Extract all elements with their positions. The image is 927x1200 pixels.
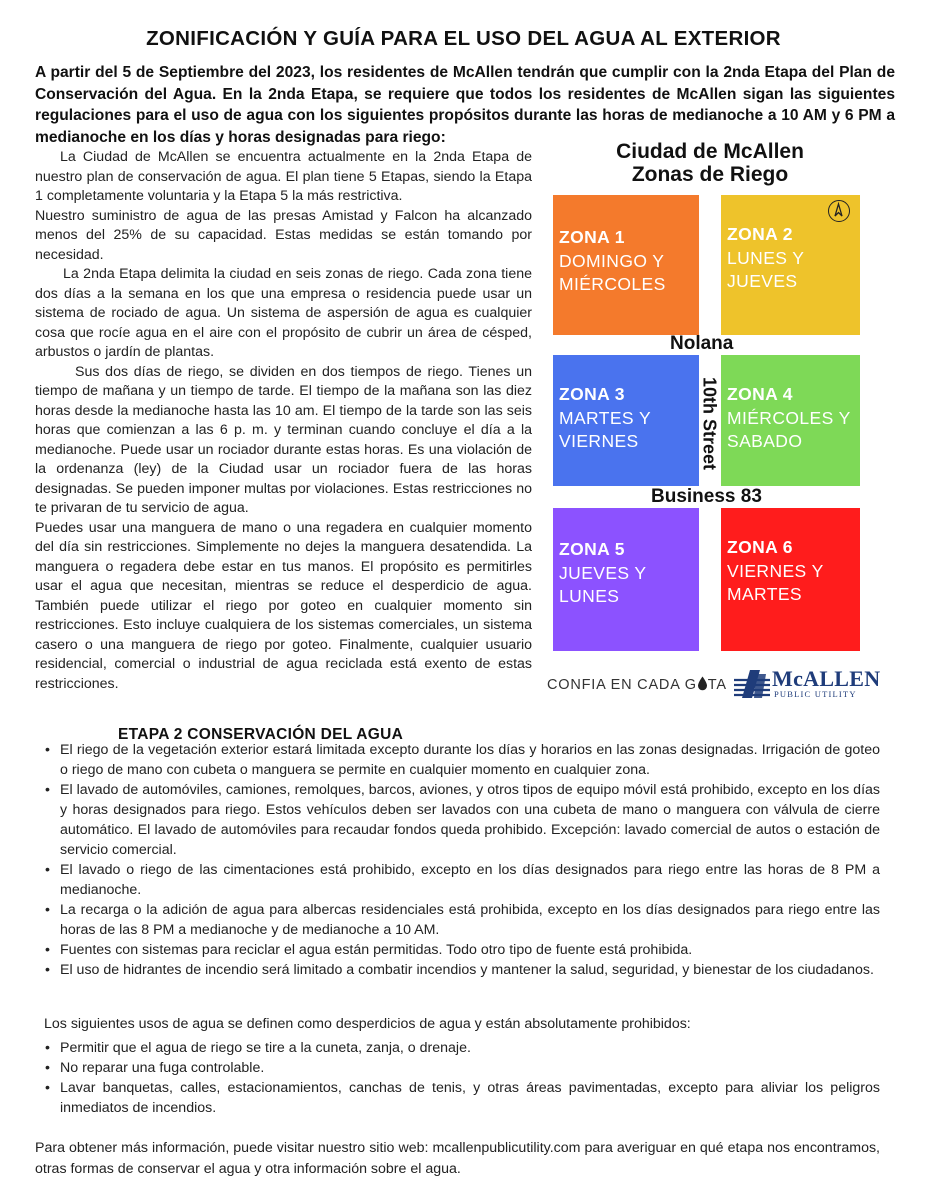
body-paragraph-5: Puedes usar una manguera de mano o una regadera en cualquier momento del día sin restricciones. Simplemente no dejes la manguera desatendida. La manguera o regadera debe estar en tus manos. El propósito es permitirles usar el agua que necesitan, mientras se reduce el desperdicio de agua. También puede utilizar el riego por goteo en cualquier momento sin restricciones. Esto incluye cualquiera de los sistemas comerciales, un sistema casero o una manguera de riego por goteo. Finalmente, cualquier usuario residencial, comercial o industrial de agua reciclada está exento de estas restricciones. bbox=[35, 519, 532, 692]
rules-list bbox=[35, 740, 880, 980]
zone-5-days-1: JUEVES Y bbox=[559, 562, 647, 583]
road-10th-street: 10th Street bbox=[699, 376, 720, 471]
zone-6-days-1: VIERNES Y bbox=[727, 560, 824, 581]
zone-6-name: ZONA 6 bbox=[727, 537, 793, 557]
zone-3 bbox=[553, 355, 699, 486]
body-paragraph-2: Nuestro suministro de agua de las presas Amistad y Falcon ha alcanzado menos del 25% de su capacidad. Estas medidas se están tomando por necesidad. bbox=[35, 207, 532, 263]
body-column bbox=[35, 148, 532, 694]
waste-list bbox=[35, 1038, 880, 1118]
map-title-line-1: Ciudad de McAllen bbox=[616, 140, 804, 163]
zone-1-name: ZONA 1 bbox=[559, 227, 625, 247]
waste-item: • No reparar una fuga controlable. bbox=[35, 1058, 880, 1078]
zone-2-name: ZONA 2 bbox=[727, 224, 793, 244]
body-paragraph-3: La 2nda Etapa delimita la ciudad en seis zonas de riego. Cada zona tiene dos días a la semana en los que una empresa o residencia puede usar un sistema de rociado de agua. Un sistema de aspersión de agua es cualquier cosa que rocíe agua en el aire con el propósito de cubrir un área de césped, arbustos o jardín de plantas. bbox=[35, 266, 532, 360]
page-title: ZONIFICACIÓN Y GUÍA PARA EL USO DEL AGUA AL EXTERIOR bbox=[146, 27, 781, 50]
rule-item: • El lavado de automóviles, camiones, remolques, barcos, aviones, y otros tipos de equipo móvil está prohibido, excepto en los días y horas designados para riego. Estos vehículos deben ser lavados con una cubeta de mano o manguera con válvula de cierre automático. El lavado de automóviles para recaudar fondos queda prohibido. Excepción: lavado comercial de autos o estación de servicio comercial. bbox=[35, 780, 880, 860]
waste-item: • Lavar banquetas, calles, estacionamientos, canchas de tenis, y otras áreas pavimentadas, excepto para aliviar los peligros inmediatos de incendios. bbox=[35, 1078, 880, 1118]
zone-4-days-2: SABADO bbox=[727, 431, 803, 451]
zone-4-days-1: MIÉRCOLES Y bbox=[727, 407, 851, 428]
mcallen-logo bbox=[732, 666, 881, 700]
zone-4 bbox=[721, 355, 860, 486]
road-business-83: Business 83 bbox=[651, 486, 762, 507]
waste-lead: Los siguientes usos de agua se definen como desperdicios de agua y están absolutamente prohibidos: bbox=[44, 1016, 691, 1032]
waste-item: • Permitir que el agua de riego se tire a la cuneta, zanja, o drenaje. bbox=[35, 1038, 880, 1058]
zone-5-days-2: LUNES bbox=[559, 586, 620, 606]
zone-2-days-2: JUEVES bbox=[727, 271, 798, 291]
rule-item: • El riego de la vegetación exterior estará limitada excepto durante los días y horarios en las zonas designadas. Irrigación de goteo o riego de mano con cubeta o manguera se permite en cualquier momento en cualquier zona. bbox=[35, 740, 880, 780]
confia-slogan bbox=[547, 676, 727, 693]
mcallen-brand-subtitle: PUBLIC UTILITY bbox=[774, 689, 857, 699]
zone-3-days-2: VIERNES bbox=[559, 431, 639, 451]
water-drop-icon bbox=[697, 676, 708, 691]
confia-text-b: TA bbox=[707, 677, 727, 693]
body-paragraph-1: La Ciudad de McAllen se encuentra actualmente en la 2nda Etapa de nuestro plan de conservación de agua. El plan tiene 5 Etapas, siendo la Etapa 1 completamente voluntaria y la Etapa 5 la más restrictiva. bbox=[35, 149, 532, 204]
intro-paragraph: A partir del 5 de Septiembre del 2023, los residentes de McAllen tendrán que cumplir con la 2nda Etapa del Plan de Conservación del Agua. En la 2nda Etapa, se requiere que todos los residentes de McAllen sigan las siguientes regulaciones para el uso de agua con los siguientes propósitos durante las horas de medianoche a 10 AM y 6 PM a medianoche en los días y horas designadas para riego: bbox=[35, 64, 895, 146]
logo-row bbox=[547, 666, 881, 704]
zone-6 bbox=[721, 508, 860, 651]
zone-1-days-1: DOMINGO Y bbox=[559, 250, 665, 271]
zone-3-days-1: MARTES Y bbox=[559, 407, 652, 428]
rule-item: • El lavado o riego de las cimentaciones está prohibido, excepto en los días designados para riego entre las horas de 8 PM a medianoche. bbox=[35, 860, 880, 900]
body-paragraph-4: Sus dos días de riego, se dividen en dos tiempos de riego. Tienes un tiempo de mañana y un tiempo de tarde. El tiempo de la mañana son las diez horas desde la medianoche hasta las 10 am. El tiempo de la tarde son las seis horas que comienzan a las 6 p. m. y terminan cuando concluye el día a la medianoche. Puede usar un rociador durante estas horas. Es una violación de la ordenanza (ley) de la Ciudad usar un rociador fuera de las horas designadas. Se pueden imponer multas por violaciones. Estas restricciones no te privaran de tu servicio de agua. bbox=[35, 363, 532, 516]
zone-2-days-1: LUNES Y bbox=[727, 247, 805, 268]
compass-icon bbox=[828, 200, 850, 222]
utility-grid-icon bbox=[732, 668, 772, 700]
section-title: ETAPA 2 CONSERVACIÓN DEL AGUA bbox=[118, 726, 404, 743]
zone-6-days-2: MARTES bbox=[727, 584, 803, 604]
zone-5-name: ZONA 5 bbox=[559, 539, 625, 559]
zone-1 bbox=[553, 195, 699, 335]
zone-5 bbox=[553, 508, 699, 651]
rule-item: • Fuentes con sistemas para reciclar el agua están permitidas. Todo otro tipo de fuente está prohibida. bbox=[35, 940, 880, 960]
rule-item: • La recarga o la adición de agua para albercas residenciales está prohibida, excepto en los días designados para riego entre las horas de las 8 PM a medianoche y de medianoche a 10 AM. bbox=[35, 900, 880, 940]
mcallen-brand-name: McALLEN bbox=[772, 666, 881, 691]
zone-1-days-2: MIÉRCOLES bbox=[559, 274, 666, 294]
rule-item: • El uso de hidrantes de incendio será limitado a combatir incendios y mantener la salud, seguridad, y bienestar de los ciudadanos. bbox=[35, 960, 880, 980]
footer-info: Para obtener más información, puede visitar nuestro sitio web: mcallenpublicutility.com para averiguar en qué etapa nos encontramos, otras formas de conservar el agua y otra información sobre el agua. bbox=[35, 1140, 880, 1177]
zone-3-name: ZONA 3 bbox=[559, 384, 625, 404]
map-title-line-2: Zonas de Riego bbox=[631, 163, 789, 186]
map-title bbox=[560, 140, 860, 186]
zone-4-name: ZONA 4 bbox=[727, 384, 793, 404]
road-nolana: Nolana bbox=[670, 333, 734, 354]
confia-text-a: CONFIA EN CADA G bbox=[547, 677, 697, 693]
